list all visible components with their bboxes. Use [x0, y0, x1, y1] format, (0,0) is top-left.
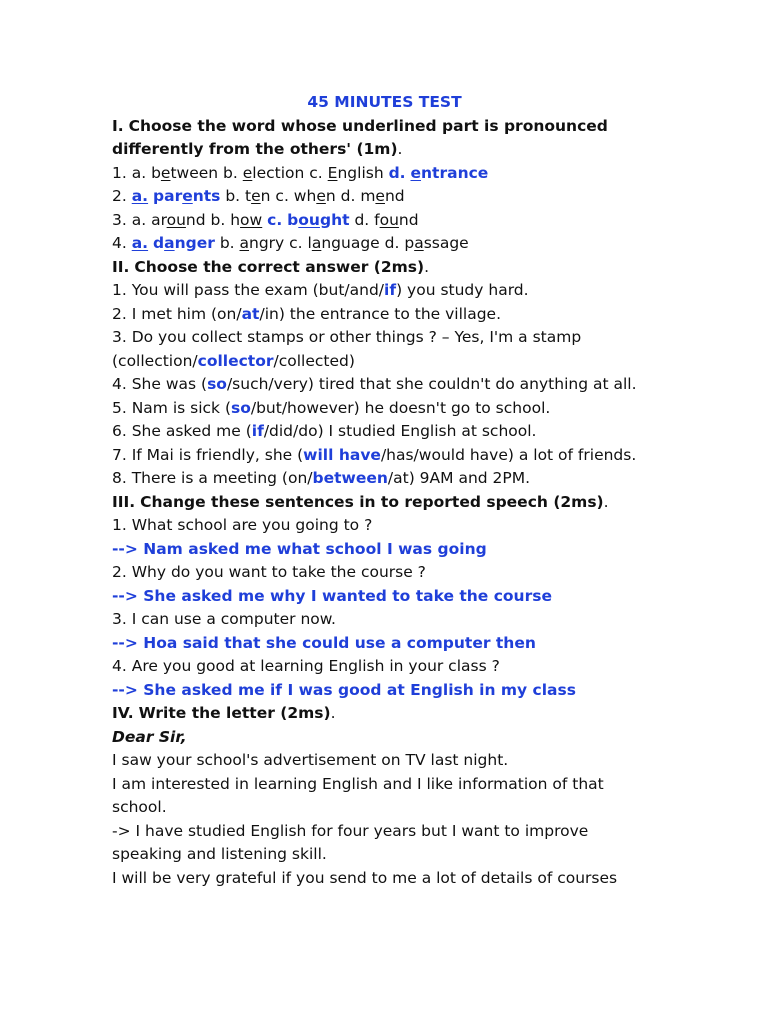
answer-3-4: --> She asked me if I was good at English in my class: [112, 680, 576, 699]
answer-highlight: so: [231, 398, 251, 417]
letter-line: school.: [112, 798, 167, 816]
question-2-3: 3. Do you collect stamps or other things ? – Yes, I'm a stamp: [112, 328, 582, 346]
answer-highlight: so: [207, 375, 227, 393]
answer-highlight: if: [384, 281, 397, 299]
answer-highlight: between: [312, 469, 388, 487]
page-title: 45 MINUTES TEST: [307, 93, 462, 111]
answer-highlight: d.: [388, 163, 406, 182]
question-2-7: 7. If Mai is friendly, she (will have/has/would have) a lot of friends.: [112, 445, 637, 464]
question-2-1: 1. You will pass the exam (but/and/if) you study hard.: [112, 281, 529, 299]
answer-3-1: --> Nam asked me what school I was going: [112, 539, 487, 558]
answer-highlight: a.: [131, 234, 149, 252]
section-4-heading: IV. Write the letter (2ms).: [112, 704, 336, 722]
answer-3-2: --> She asked me why I wanted to take the course: [112, 586, 552, 605]
answer-highlight: will have: [303, 445, 381, 464]
question-3-2: 2. Why do you want to take the course ?: [112, 563, 426, 581]
letter-line: speaking and listening skill.: [112, 845, 327, 863]
question-2-5: 5. Nam is sick (so/but/however) he doesn't go to school.: [112, 398, 551, 417]
answer-highlight: collector: [197, 351, 274, 370]
letter-line: I saw your school's advertisement on TV last night.: [112, 751, 509, 769]
question-3-1: 1. What school are you going to ?: [112, 516, 373, 534]
section-2-number: II.: [112, 257, 130, 276]
letter-line: -> I have studied English for four years but I want to improve: [112, 821, 589, 840]
section-3-heading: III. Change these sentences in to reported speech (2ms).: [112, 492, 609, 511]
section-3-number: III.: [112, 492, 136, 511]
section-4-number: IV.: [112, 704, 134, 722]
question-2-8: 8. There is a meeting (on/between/at) 9AM and 2PM.: [112, 469, 531, 487]
question-1-1: 1. a. between b. election c. English d. entrance: [112, 163, 489, 182]
question-2-2: 2. I met him (on/at/in) the entrance to the village.: [112, 304, 502, 323]
section-4-heading-text: Write the letter (2ms): [138, 704, 331, 722]
answer-3-3: --> Hoa said that she could use a computer then: [112, 633, 536, 652]
question-2-3-continued: (collection/collector/collected): [112, 351, 355, 370]
answer-highlight: at: [241, 304, 260, 323]
answer-highlight: if: [251, 422, 264, 440]
answer-highlight: a.: [131, 187, 149, 205]
letter-line: I will be very grateful if you send to me a lot of details of courses: [112, 868, 618, 887]
question-1-3: 3. a. around b. how c. bought d. found: [112, 210, 419, 229]
section-1-heading-text: Choose the word whose underlined part is pronounced: [128, 116, 608, 135]
section-1-heading: [112, 115, 712, 139]
question-1-2: 2. a. parents b. ten c. when d. mend: [112, 187, 405, 205]
section-1-number: I.: [112, 116, 124, 135]
answer-highlight: c.: [267, 210, 283, 229]
section-2-heading: II. Choose the correct answer (2ms).: [112, 257, 430, 276]
section-1-heading-line2: differently from the others' (1m).: [112, 140, 403, 158]
letter-line: I am interested in learning English and I like information of that: [112, 774, 604, 793]
section-3-heading-text: Change these sentences in to reported speech (2ms): [140, 492, 604, 511]
question-1-4: 4. a. danger b. angry c. language d. passage: [112, 234, 469, 252]
section-2-heading-text: Choose the correct answer (2ms): [134, 257, 425, 276]
question-3-3: 3. I can use a computer now.: [112, 610, 336, 628]
letter-greeting: Dear Sir,: [112, 727, 187, 746]
question-2-6: 6. She asked me (if/did/do) I studied English at school.: [112, 422, 537, 440]
test-content: [112, 91, 712, 890]
question-3-4: 4. Are you good at learning English in your class ?: [112, 657, 500, 675]
question-2-4: 4. She was (so/such/very) tired that she couldn't do anything at all.: [112, 375, 637, 393]
